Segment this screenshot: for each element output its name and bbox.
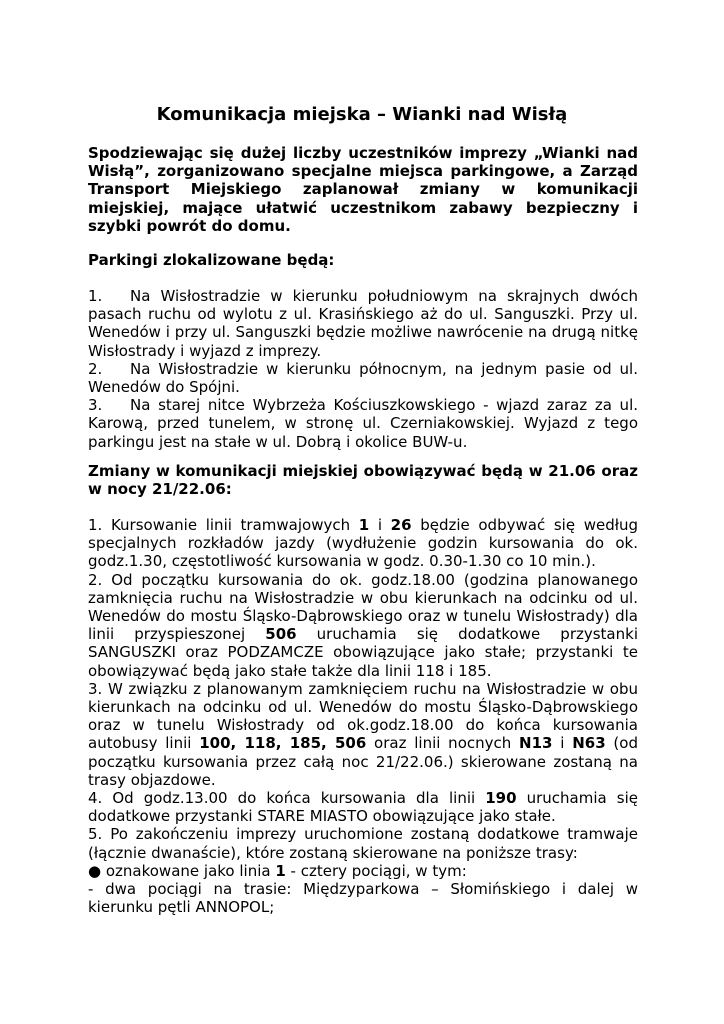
parking-item [88, 360, 638, 396]
parking-item [88, 396, 638, 451]
change-item-2: 2. Od początku kursowania do ok. godz.18.00 (godzina planowanego zamknięcia ruchu na Wisłostradzie w obu kierunkach na odcinku od ul. Wenedów do mostu Śląsko-Dąbrowskiego oraz w tunelu Wisłostrady) dla linii przyspieszonej 506 uruchamia się dodatkowe przystanki SANGUSZKI oraz PODZAMCZE obowiązujące jako stałe; przystanki te obowiązywać będą jako stałe także dla linii 118 i 185. [88, 570, 638, 680]
changes-list [88, 516, 638, 916]
parking-list [88, 287, 638, 451]
change-item-1: 1. Kursowanie linii tramwajowych 1 i 26 będzie odbywać się według specjalnych rozkładów jazdy (wydłużenie godzin kursowania do ok. godz.1.30, częstotliwość kursowania w godz. 0.30-1.30 co 10 min.). [88, 516, 639, 571]
change-item-5: 5. Po zakończeniu imprezy uruchomione zostaną dodatkowe tramwaje (łącznie dwanaście), które zostaną skierowane na poniższe trasy: [88, 825, 638, 862]
change-item-4: 4. Od godz.13.00 do końca kursowania dla linii 190 uruchamia się dodatkowe przystanki STARE MIASTO obowiązujące jako stałe. [88, 789, 638, 826]
parking-item-line: 1. Na Wisłostradzie w kierunku południowym na skrajnych dwóch [88, 287, 638, 305]
document-title: Komunikacja miejska – Wianki nad Wisłą [156, 104, 568, 125]
parking-item-line: pasach ruchu od wylotu z ul. Krasińskiego aż do ul. Sanguszki. Przy ul. [88, 305, 638, 324]
change-route-line: - dwa pociągi na trasie: Międzyparkowa – Słomińskiego i dalej w kierunku pętli ANNOPOL; [88, 880, 638, 917]
change-bullet-line-1: ● oznakowane jako linia 1 - cztery pociągi, w tym: [88, 861, 467, 880]
parking-item-line: 2. Na Wisłostradzie w kierunku północnym, na jednym pasie od ul. [88, 359, 638, 378]
change-item-3: 3. W związku z planowanym zamknięciem ruchu na Wisłostradzie w obu kierunkach na odcinku od ul. Wenedów do mostu Śląsko-Dąbrowskiego oraz w tunelu Wisłostrady od ok.godz.18.00 do końca kursowania autobusy linii 100, 118, 185, 506 oraz linii nocnych N13 i N63 (od początku kursowania przez całą noc 21/22.06.) skierowane zostaną na trasy objazdowe. [88, 679, 638, 789]
parking-item-line: Wenedów i przy ul. Sanguszki będzie możliwe nawrócenie na drugą nitkę [88, 323, 638, 342]
parking-item [88, 287, 638, 360]
parking-item-line: parkingu jest na stałe w ul. Dobrą i okolice BUW-u. [88, 432, 468, 451]
parking-item-line: Karową, przed tunelem, w stronę ul. Czerniakowskiej. Wyjazd z tego [88, 414, 638, 433]
parking-heading: Parkingi zlokalizowane będą: [88, 251, 335, 269]
parking-item-line: Wisłostrady i wyjazd z imprezy. [88, 341, 322, 360]
intro-paragraph: Spodziewając się dużej liczby uczestników imprezy „Wianki nad Wisłą”, zorganizowano specjalne miejsca parkingowe, a Zarząd Transport Miejskiego zaplanował zmiany w komunikacji miejskiej, mające ułatwić uczestnikom zabawy bezpieczny i szybki powrót do domu. [88, 144, 638, 235]
parking-item-line: Wenedów do Spójni. [88, 378, 240, 397]
parking-item-line: 3. Na starej nitce Wybrzeża Kościuszkowskiego - wjazd zaraz za ul. [88, 396, 638, 415]
changes-heading: Zmiany w komunikacji miejskiej obowiązywać będą w 21.06 oraz w nocy 21/22.06: [88, 462, 638, 499]
